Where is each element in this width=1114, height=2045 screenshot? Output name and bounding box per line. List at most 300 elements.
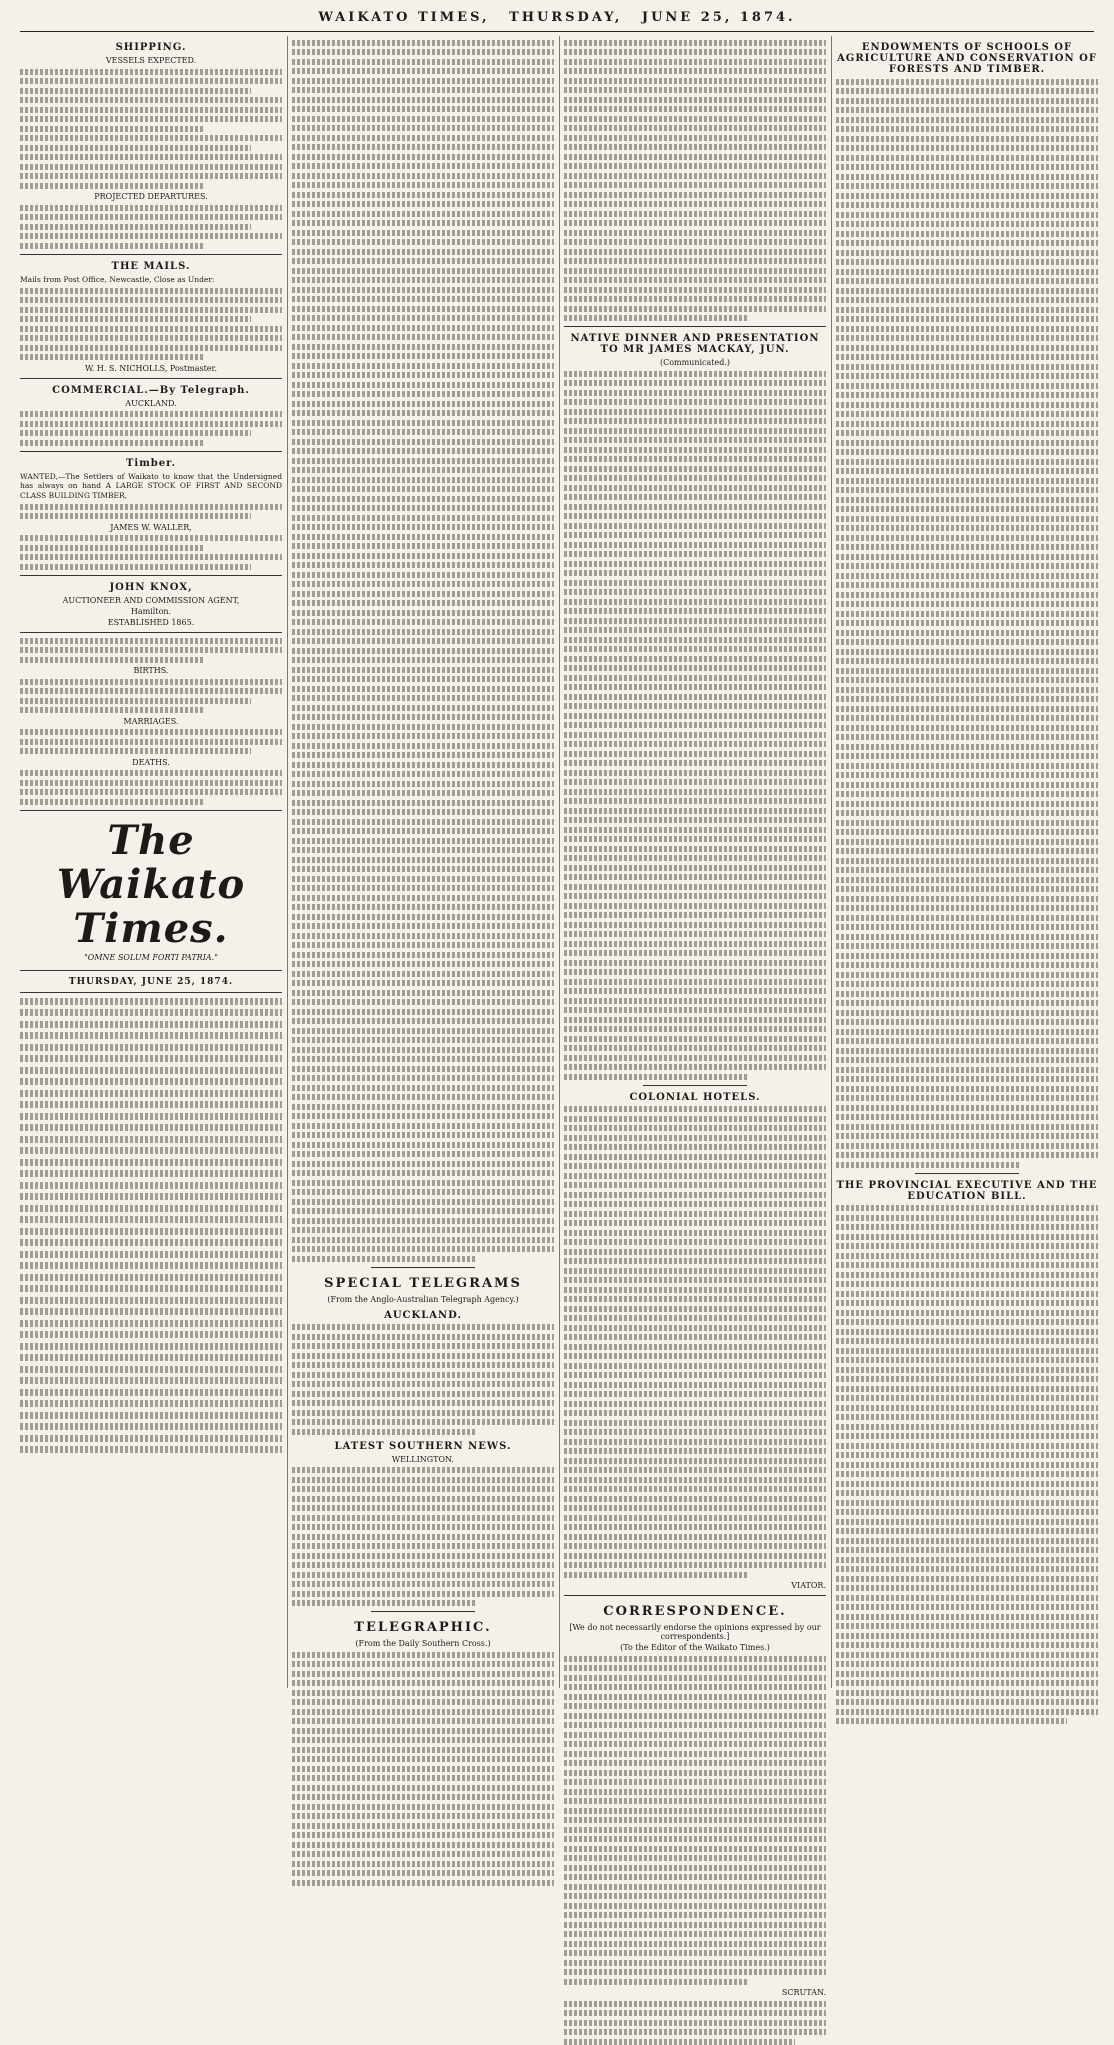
text-line	[564, 409, 826, 415]
text-line	[292, 971, 554, 977]
text-line	[292, 1794, 554, 1800]
text-line	[836, 411, 1098, 417]
masthead-date: JUNE 25, 1874.	[641, 10, 796, 25]
text-line	[564, 1960, 826, 1966]
text-line	[20, 1009, 282, 1016]
text-line	[292, 1218, 554, 1224]
text-line	[564, 779, 826, 785]
text-line	[564, 874, 826, 880]
text-line	[564, 551, 826, 557]
text-line	[292, 714, 554, 720]
text-line	[564, 258, 826, 264]
text-line	[20, 1055, 282, 1062]
text-line	[564, 494, 826, 500]
text-line	[564, 1448, 826, 1454]
mails-heading: THE MAILS.	[111, 260, 191, 272]
text-line	[836, 535, 1098, 541]
text-line	[564, 1817, 826, 1823]
knox-place: Hamilton.	[130, 606, 172, 616]
text-line	[564, 523, 826, 529]
text-line	[20, 78, 282, 84]
text-line	[20, 1262, 282, 1269]
text-line	[292, 1056, 554, 1062]
text-line	[564, 789, 826, 795]
text-line	[836, 250, 1098, 256]
text-line	[20, 554, 282, 560]
text-line	[564, 1201, 826, 1207]
text-line	[564, 1553, 826, 1559]
text-line	[292, 999, 554, 1005]
text-line	[20, 545, 203, 551]
text-line	[292, 173, 554, 179]
text-line	[836, 364, 1098, 370]
text-line	[836, 896, 1098, 902]
text-line	[564, 1562, 826, 1568]
text-line	[564, 296, 826, 302]
text-line	[564, 1941, 826, 1947]
text-line	[564, 1296, 826, 1302]
text-line	[564, 979, 826, 985]
text-line	[292, 895, 554, 901]
text-line	[292, 1123, 554, 1129]
text-line	[292, 885, 554, 891]
text-line	[292, 1227, 554, 1233]
text-line	[564, 154, 826, 160]
text-line	[564, 1572, 747, 1578]
text-line	[836, 1215, 1098, 1221]
text-line	[564, 988, 826, 994]
text-line	[292, 914, 554, 920]
text-line	[564, 1732, 826, 1738]
correspondence-disclaimer: [We do not necessarily endorse the opinions expressed by our correspondents.]	[569, 1623, 821, 1641]
text-line	[564, 1192, 826, 1198]
masthead-paper: WAIKATO TIMES,	[318, 10, 490, 25]
text-line	[564, 1496, 826, 1502]
special-telegrams-heading: SPECIAL TELEGRAMS	[324, 1275, 522, 1291]
text-line	[292, 1524, 554, 1530]
text-line	[564, 1827, 826, 1833]
text-line	[836, 839, 1098, 845]
text-line	[292, 657, 554, 663]
text-line	[20, 116, 282, 122]
text-line	[836, 858, 1098, 864]
text-line	[564, 211, 826, 217]
text-line	[292, 420, 554, 426]
text-line	[20, 1343, 282, 1350]
text-line	[836, 1114, 1098, 1120]
text-line	[564, 1779, 826, 1785]
text-line	[20, 1274, 282, 1281]
text-line	[20, 335, 282, 341]
column-1	[20, 36, 282, 1688]
masthead	[20, 6, 1094, 32]
text-line	[836, 1566, 1098, 1572]
text-line	[292, 125, 554, 131]
text-line	[564, 1026, 826, 1032]
text-line	[564, 1074, 747, 1080]
text-line	[564, 1007, 826, 1013]
text-line	[564, 1969, 826, 1975]
text-line	[564, 1391, 826, 1397]
text-line	[836, 136, 1098, 142]
text-line	[564, 447, 826, 453]
text-line	[292, 790, 554, 796]
text-line	[292, 1775, 554, 1781]
text-line	[20, 107, 282, 113]
text-line	[292, 1237, 554, 1243]
text-line	[292, 78, 554, 84]
text-line	[836, 278, 1098, 284]
text-line	[292, 1372, 554, 1378]
text-line	[564, 1751, 826, 1757]
divider	[20, 451, 282, 452]
text-line	[564, 960, 826, 966]
text-line	[836, 1124, 1098, 1130]
text-line	[20, 998, 282, 1005]
text-line	[20, 1090, 282, 1097]
text-line	[836, 98, 1098, 104]
divider	[564, 326, 826, 327]
text-line	[836, 1029, 1098, 1035]
masthead-motto: "OMNE SOLUM FORTI PATRIA."	[84, 952, 218, 962]
text-line	[292, 904, 554, 910]
text-line	[292, 515, 554, 521]
text-line	[836, 573, 1098, 579]
text-line	[836, 174, 1098, 180]
text-line	[564, 1211, 826, 1217]
text-line	[564, 618, 826, 624]
text-line	[20, 1078, 282, 1085]
text-line	[292, 296, 554, 302]
text-line	[564, 1306, 826, 1312]
text-line	[836, 1699, 1098, 1705]
text-line	[20, 780, 282, 786]
text-line	[564, 637, 826, 643]
text-line	[836, 677, 1098, 683]
text-line	[836, 1433, 1098, 1439]
text-line	[20, 1193, 282, 1200]
text-line	[836, 943, 1098, 949]
text-line	[564, 1808, 826, 1814]
text-line	[564, 1173, 826, 1179]
text-line	[292, 743, 554, 749]
text-line	[836, 592, 1098, 598]
text-line	[564, 998, 826, 1004]
text-line	[564, 268, 826, 274]
text-line	[20, 145, 251, 151]
divider	[643, 1085, 748, 1086]
text-line	[292, 1018, 554, 1024]
text-line	[20, 748, 251, 754]
text-line	[564, 1534, 826, 1540]
text-line	[564, 504, 826, 510]
text-line	[20, 1101, 282, 1108]
text-line	[564, 1125, 826, 1131]
text-line	[564, 722, 826, 728]
text-line	[836, 79, 1098, 85]
text-line	[836, 231, 1098, 237]
text-line	[20, 1136, 282, 1143]
text-line	[292, 1591, 554, 1597]
text-line	[836, 1471, 1098, 1477]
text-line	[564, 561, 826, 567]
divider	[564, 1595, 826, 1596]
text-line	[292, 163, 554, 169]
text-line	[20, 698, 251, 704]
text-line	[564, 116, 826, 122]
text-line	[292, 572, 554, 578]
text-line	[836, 1528, 1098, 1534]
text-line	[564, 456, 826, 462]
text-line	[20, 1044, 282, 1051]
divider	[20, 575, 282, 576]
text-line	[292, 477, 554, 483]
text-line	[20, 224, 251, 230]
text-line	[564, 665, 826, 671]
text-line	[564, 770, 826, 776]
text-line	[292, 239, 554, 245]
text-line	[564, 865, 826, 871]
text-line	[836, 1048, 1098, 1054]
text-line	[836, 288, 1098, 294]
text-line	[20, 214, 282, 220]
text-line	[564, 931, 826, 937]
text-line	[564, 466, 826, 472]
text-line	[836, 848, 1098, 854]
text-line	[292, 961, 554, 967]
text-line	[564, 1798, 826, 1804]
text-line	[836, 611, 1098, 617]
text-line	[292, 543, 554, 549]
text-line	[564, 1372, 826, 1378]
text-line	[292, 230, 554, 236]
text-line	[836, 981, 1098, 987]
text-line	[292, 952, 554, 958]
text-line	[20, 679, 282, 685]
text-line	[292, 1381, 554, 1387]
text-line	[564, 380, 826, 386]
text-line	[292, 1823, 554, 1829]
text-line	[564, 192, 826, 198]
text-line	[292, 1113, 554, 1119]
text-line	[564, 399, 826, 405]
text-line	[564, 1287, 826, 1293]
text-line	[292, 40, 554, 46]
text-line	[836, 1633, 1098, 1639]
text-line	[564, 684, 826, 690]
column-4	[836, 36, 1098, 1688]
text-line	[292, 648, 554, 654]
text-line	[20, 799, 203, 805]
text-line	[292, 486, 554, 492]
text-line	[292, 429, 554, 435]
text-line	[836, 886, 1098, 892]
text-line	[20, 1159, 282, 1166]
text-line	[836, 1000, 1098, 1006]
text-line	[836, 1234, 1098, 1240]
text-line	[564, 580, 826, 586]
text-line	[564, 1116, 826, 1122]
masthead-name: The Waikato Times.	[56, 816, 246, 952]
text-line	[20, 1320, 282, 1327]
text-line	[564, 1344, 826, 1350]
text-line	[836, 649, 1098, 655]
text-line	[836, 744, 1098, 750]
text-line	[564, 173, 826, 179]
text-line	[20, 638, 282, 644]
text-line	[292, 135, 554, 141]
text-line	[292, 1094, 554, 1100]
text-line	[836, 1243, 1098, 1249]
text-line	[292, 1671, 554, 1677]
text-line	[836, 734, 1098, 740]
text-line	[836, 1424, 1098, 1430]
text-line	[564, 608, 826, 614]
text-line	[836, 1652, 1098, 1658]
text-line	[292, 325, 554, 331]
text-line	[836, 601, 1098, 607]
text-line	[564, 1045, 826, 1051]
text-line	[564, 1505, 826, 1511]
text-line	[564, 1144, 826, 1150]
text-line	[564, 760, 826, 766]
text-line	[836, 1585, 1098, 1591]
text-line	[292, 553, 554, 559]
text-line	[564, 1249, 826, 1255]
text-line	[20, 513, 251, 519]
text-line	[564, 570, 826, 576]
text-line	[836, 1443, 1098, 1449]
text-line	[292, 942, 554, 948]
text-line	[836, 478, 1098, 484]
text-line	[836, 430, 1098, 436]
text-line	[836, 516, 1098, 522]
text-line	[564, 1334, 826, 1340]
text-line	[836, 1143, 1098, 1149]
text-line	[20, 411, 282, 417]
text-line	[564, 2029, 826, 2035]
text-line	[292, 980, 554, 986]
column-2	[292, 36, 554, 1688]
text-line	[292, 1756, 554, 1762]
text-line	[20, 183, 203, 189]
text-line	[292, 591, 554, 597]
text-line	[292, 192, 554, 198]
text-line	[292, 1600, 475, 1606]
text-line	[836, 468, 1098, 474]
text-line	[20, 307, 282, 313]
text-line	[564, 1467, 826, 1473]
text-line	[836, 820, 1098, 826]
text-line	[564, 827, 826, 833]
text-line	[292, 1505, 554, 1511]
text-line	[836, 924, 1098, 930]
text-line	[292, 1880, 554, 1886]
text-line	[292, 220, 554, 226]
text-line	[292, 1180, 554, 1186]
text-line	[564, 49, 826, 55]
text-line	[836, 1405, 1098, 1411]
text-line	[836, 88, 1098, 94]
text-line	[564, 1182, 826, 1188]
text-line	[564, 1036, 826, 1042]
text-line	[836, 335, 1098, 341]
text-line	[292, 59, 554, 65]
text-line	[836, 810, 1098, 816]
text-line	[292, 838, 554, 844]
text-line	[836, 1623, 1098, 1629]
births-heading: BIRTHS.	[133, 666, 169, 675]
text-line	[564, 106, 826, 112]
text-line	[836, 1329, 1098, 1335]
text-line	[564, 1760, 826, 1766]
text-line	[292, 1199, 554, 1205]
text-line	[292, 201, 554, 207]
text-line	[564, 68, 826, 74]
text-line	[836, 1086, 1098, 1092]
text-line	[564, 732, 826, 738]
commercial-heading: COMMERCIAL.—By Telegraph.	[52, 384, 250, 396]
text-line	[292, 781, 554, 787]
text-line	[292, 1246, 554, 1252]
text-line	[836, 1386, 1098, 1392]
text-line	[292, 1728, 554, 1734]
text-line	[292, 629, 554, 635]
text-line	[564, 1420, 826, 1426]
text-line	[564, 532, 826, 538]
text-line	[292, 923, 554, 929]
text-line	[564, 893, 826, 899]
text-line	[564, 855, 826, 861]
text-line	[292, 1652, 554, 1658]
text-line	[564, 1543, 826, 1549]
text-line	[836, 991, 1098, 997]
text-line	[292, 1661, 554, 1667]
timber-heading: Timber.	[125, 457, 176, 469]
text-line	[564, 1722, 826, 1728]
text-line	[20, 657, 203, 663]
text-line	[836, 1057, 1098, 1063]
text-line	[292, 49, 554, 55]
text-line	[20, 288, 282, 294]
text-line	[564, 1515, 826, 1521]
text-line	[292, 505, 554, 511]
text-line	[20, 1032, 282, 1039]
text-line	[836, 155, 1098, 161]
text-line	[292, 809, 554, 815]
text-line	[292, 1785, 554, 1791]
text-line	[20, 1285, 282, 1292]
vessels-expected-heading: VESSELS EXPECTED.	[105, 56, 197, 65]
text-line	[836, 440, 1098, 446]
text-line	[292, 1189, 554, 1195]
text-line	[20, 1412, 282, 1419]
text-line	[836, 1300, 1098, 1306]
text-line	[564, 182, 826, 188]
text-line	[564, 1382, 826, 1388]
text-line	[564, 1789, 826, 1795]
text-line	[20, 1423, 282, 1430]
text-line	[564, 249, 826, 255]
text-line	[836, 1376, 1098, 1382]
text-line	[564, 418, 826, 424]
text-line	[836, 259, 1098, 265]
text-line	[564, 922, 826, 928]
text-line	[20, 354, 203, 360]
text-line	[836, 1547, 1098, 1553]
text-line	[564, 1106, 826, 1112]
text-line	[292, 1766, 554, 1772]
